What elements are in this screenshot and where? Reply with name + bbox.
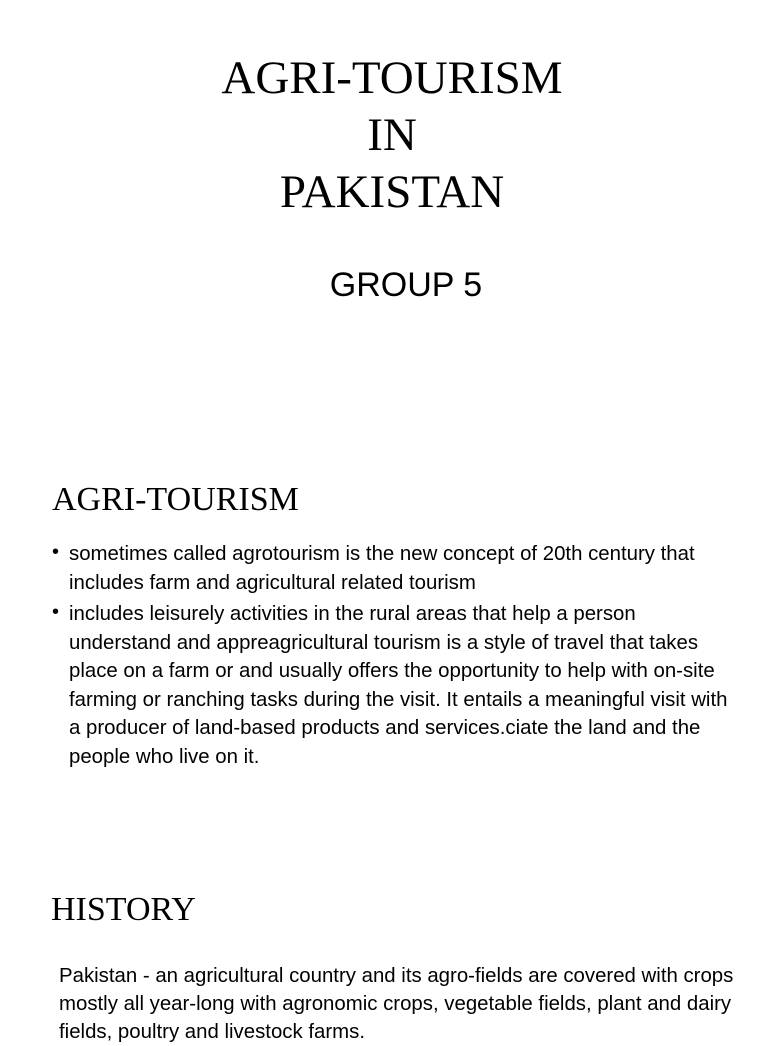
title-line-2: IN [367,109,417,161]
title-line-3: PAKISTAN [279,166,505,218]
title-slide [0,0,768,440]
slide-heading: AGRI-TOURISM [52,481,299,518]
bullet-item [52,600,732,771]
bullet-text: includes leisurely activities in the rural areas that help a person understand and appreagricultural tourism is a style of travel that takes place on a farm or and usually offers the opportunity to help with on-site farming or ranching tasks during the visit. It entails a meaningful visit with a producer of land-based products and services.ciate the land and the people who live on it. [69,603,728,768]
history-paragraph: Pakistan - an agricultural country and its agro-fields are covered with crops mostly all year-long with agronomic crops, vegetable fields, plant and dairy fields, poultry and livestock farms. [59,965,734,1043]
bullet-list [52,540,732,774]
bullet-icon: • [52,541,60,563]
agri-tourism-slide [0,440,768,850]
presentation-subtitle: GROUP 5 [329,266,483,304]
presentation-title [0,50,768,221]
history-slide [0,850,768,1043]
slide-heading: HISTORY [51,891,196,928]
bullet-icon: • [52,601,60,623]
bullet-text: sometimes called agrotourism is the new concept of 20th century that includes farm and agricultural related tourism [69,543,695,594]
title-line-1: AGRI-TOURISM [221,52,563,104]
bullet-item [52,540,732,597]
